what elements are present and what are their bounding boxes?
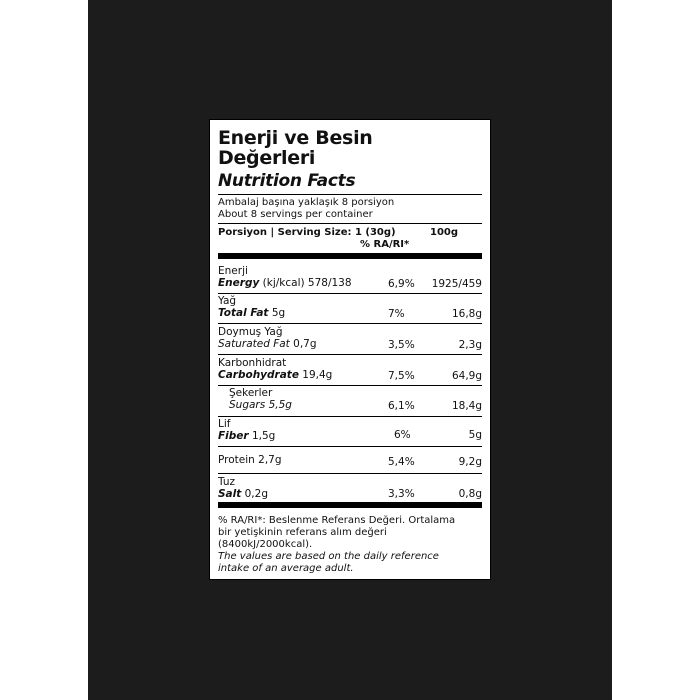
row-sugars-en xyxy=(229,399,292,411)
row-sugars-tr: Şekerler xyxy=(229,387,273,399)
column-header-100g: 100g xyxy=(430,227,459,238)
thick-divider xyxy=(218,253,482,259)
satfat-pct: 3,5% xyxy=(388,339,415,351)
serving-size: Porsiyon | Serving Size: 1 (30g) xyxy=(218,227,396,238)
row-energy-en xyxy=(218,277,352,289)
row-salt-tr: Tuz xyxy=(218,476,235,488)
row-energy-tr: Enerji xyxy=(218,265,248,277)
salt-pct: 3,3% xyxy=(388,488,415,500)
divider xyxy=(218,194,482,195)
row-fat-tr: Yağ xyxy=(218,295,237,307)
salt-per100: 0,8g xyxy=(458,488,482,500)
fiber-amount: 1,5g xyxy=(251,430,276,442)
energy-per100: 1925/459 xyxy=(431,278,482,290)
salt-en-label: Salt xyxy=(218,488,242,500)
energy-amount: (kj/kcal) 578/138 xyxy=(262,277,352,289)
row-protein xyxy=(218,454,282,466)
fat-pct: 7% xyxy=(388,308,405,320)
sugars-pct: 6,1% xyxy=(388,400,415,412)
fat-per100: 16,8g xyxy=(451,308,482,320)
sugars-amount: 5,5g xyxy=(268,399,292,411)
satfat-amount: 0,7g xyxy=(293,338,317,350)
energy-pct: 6,9% xyxy=(388,278,415,290)
salt-amount: 0,2g xyxy=(244,488,268,500)
sugars-en-label: Sugars xyxy=(229,399,266,411)
satfat-per100: 2,3g xyxy=(458,339,482,351)
fiber-en-label: Fiber xyxy=(218,430,249,442)
title-turkish-line1: Enerji ve Besin xyxy=(218,127,373,149)
protein-pct: 5,4% xyxy=(388,456,415,468)
nutrition-label xyxy=(209,119,491,580)
title-turkish xyxy=(218,128,373,168)
footnote-line3: (8400kJ/2000kcal). xyxy=(218,539,313,550)
divider xyxy=(218,293,482,294)
row-carb-en xyxy=(218,369,332,381)
footnote-line2: bir yetişkinin referans alım değeri xyxy=(218,527,387,538)
carb-pct: 7,5% xyxy=(388,370,415,382)
row-fat-en xyxy=(218,307,285,319)
sugars-per100: 18,4g xyxy=(451,400,482,412)
row-fiber-tr: Lif xyxy=(218,418,231,430)
row-fiber-en xyxy=(218,430,275,442)
title-turkish-line2: Değerleri xyxy=(218,147,316,169)
carb-amount: 19,4g xyxy=(302,369,333,381)
thick-divider xyxy=(218,502,482,508)
protein-per100: 9,2g xyxy=(458,456,482,468)
divider xyxy=(218,446,482,447)
title-english: Nutrition Facts xyxy=(218,171,356,191)
carb-per100: 64,9g xyxy=(451,370,482,382)
divider xyxy=(218,323,482,324)
footnote-en-line1: The values are based on the daily reference xyxy=(218,551,439,562)
fiber-per100: 5g xyxy=(468,429,482,441)
divider xyxy=(218,416,482,417)
divider xyxy=(218,354,482,355)
fat-en-label: Total Fat xyxy=(218,307,269,319)
protein-label: Protein xyxy=(218,454,255,466)
servings-turkish: Ambalaj başına yaklaşık 8 porsiyon xyxy=(218,197,395,208)
energy-en-label: Energy xyxy=(218,277,260,289)
fat-amount: 5g xyxy=(271,307,286,319)
satfat-en-label: Saturated Fat xyxy=(218,338,290,350)
row-carb-tr: Karbonhidrat xyxy=(218,357,287,369)
row-salt-en xyxy=(218,488,268,500)
footnote-en-line2: intake of an average adult. xyxy=(218,563,354,574)
carb-en-label: Carbohydrate xyxy=(218,369,299,381)
row-satfat-tr: Doymuş Yağ xyxy=(218,326,283,338)
footnote-line1: % RA/RI*: Beslenme Referans Değeri. Ortalama xyxy=(218,515,456,526)
servings-english: About 8 servings per container xyxy=(218,209,373,220)
divider xyxy=(218,385,482,386)
column-header-ri: % RA/RI* xyxy=(360,239,410,250)
fiber-pct: 6% xyxy=(394,429,411,441)
row-satfat-en xyxy=(218,338,317,350)
divider xyxy=(218,223,482,224)
divider xyxy=(218,473,482,474)
protein-amount: 2,7g xyxy=(258,454,282,466)
